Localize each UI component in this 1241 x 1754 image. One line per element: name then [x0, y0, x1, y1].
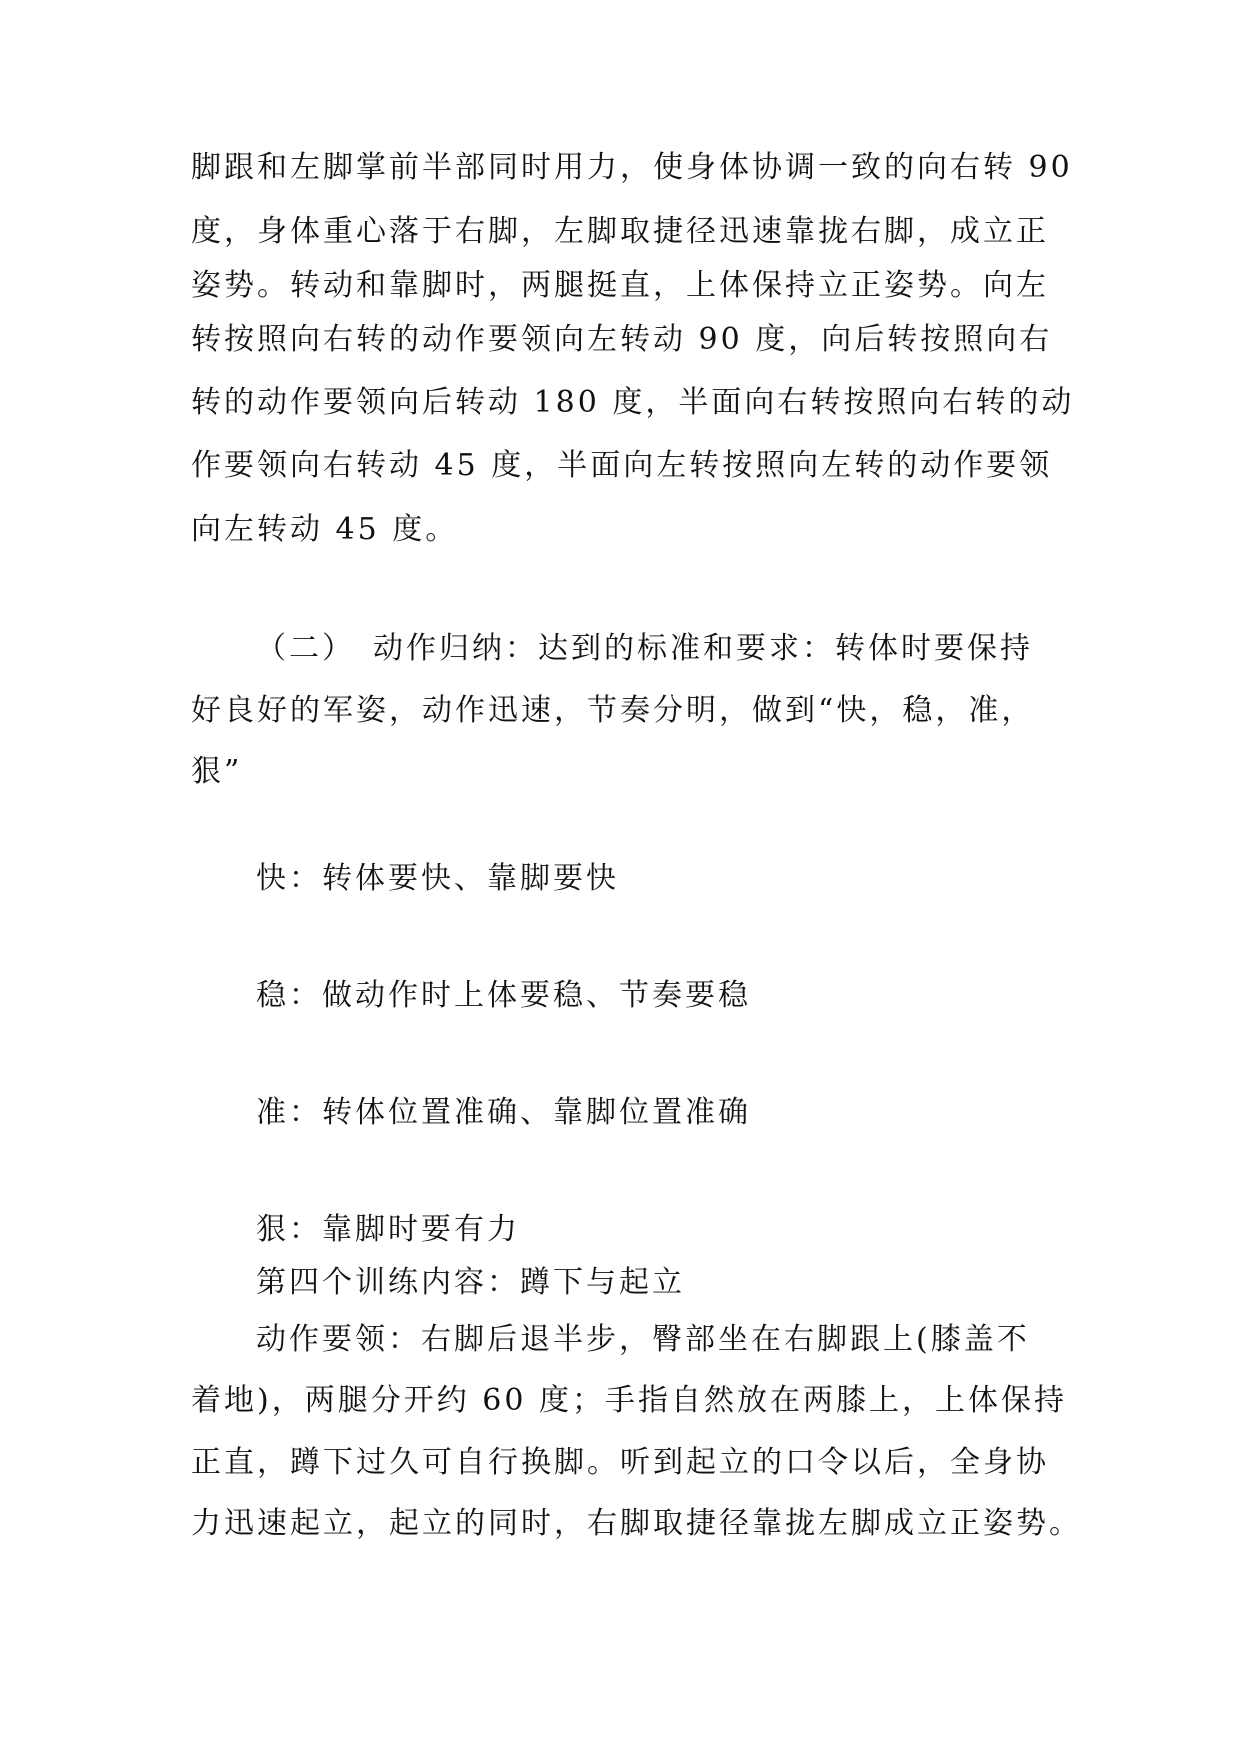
paragraph-line: 度，身体重心落于右脚，左脚取捷径迅速靠拢右脚，成立正: [191, 214, 1049, 249]
standard-steady: 稳：做动作时上体要稳、节奏要稳: [256, 978, 751, 1013]
paragraph-line: 向左转动 45 度。: [191, 512, 459, 547]
paragraph-line: 好良好的军姿，动作迅速，节奏分明，做到“快，稳，准，: [191, 693, 1035, 728]
paragraph-line: 狠”: [191, 754, 243, 789]
standard-accurate: 准：转体位置准确、靠脚位置准确: [256, 1095, 751, 1130]
paragraph-line: 转的动作要领向后转动 180 度，半面向右转按照向右转的动: [191, 385, 1075, 420]
paragraph-line: 作要领向右转动 45 度，半面向左转按照向左转的动作要领: [191, 448, 1053, 483]
paragraph-line: （二） 动作归纳：达到的标准和要求：转体时要保持: [256, 631, 1033, 666]
standard-forceful: 狠：靠脚时要有力: [256, 1212, 520, 1247]
paragraph-line: 着地)，两腿分开约 60 度；手指自然放在两膝上，上体保持: [191, 1383, 1067, 1418]
standard-fast: 快：转体要快、靠脚要快: [256, 861, 619, 896]
paragraph-line: 转按照向右转的动作要领向左转动 90 度，向后转按照向右: [191, 322, 1053, 357]
paragraph-line: 动作要领：右脚后退半步，臀部坐在右脚跟上(膝盖不: [256, 1322, 1030, 1357]
paragraph-line: 脚跟和左脚掌前半部同时用力，使身体协调一致的向右转 90: [191, 150, 1073, 185]
paragraph-line: 力迅速起立，起立的同时，右脚取捷径靠拢左脚成立正姿势。: [191, 1506, 1082, 1541]
paragraph-line: 姿势。转动和靠脚时，两腿挺直，上体保持立正姿势。向左: [191, 268, 1049, 303]
section-title: 第四个训练内容：蹲下与起立: [256, 1265, 685, 1300]
paragraph-line: 正直，蹲下过久可自行换脚。听到起立的口令以后，全身协: [191, 1445, 1049, 1480]
